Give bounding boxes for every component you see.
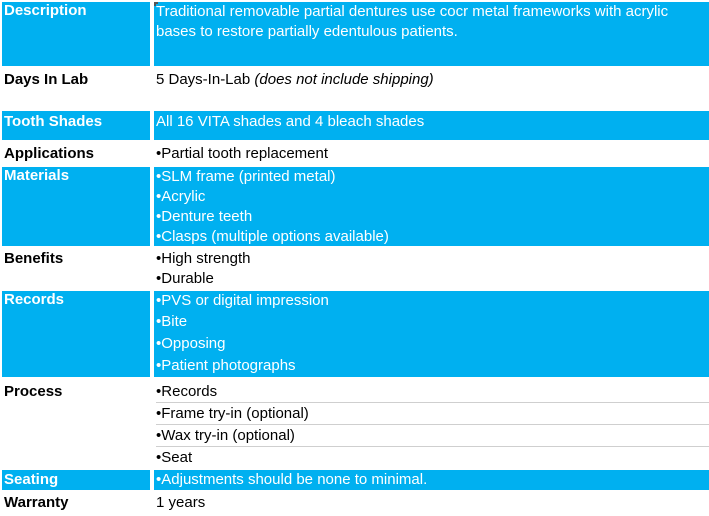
days-in-lab-note: (does not include shipping): [254, 71, 434, 88]
row-process: [0, 381, 709, 469]
row-description: [0, 2, 709, 66]
records-item: • Opposing: [156, 333, 709, 355]
row-days-in-lab: [0, 70, 709, 92]
description-line-2: bases to restore partially edentulous patients.: [156, 23, 458, 40]
records-value: [154, 291, 709, 377]
records-item: • PVS or digital impression: [156, 291, 709, 311]
warranty-label: Warranty: [4, 494, 69, 511]
benefits-item: • Durable: [156, 269, 709, 289]
materials-label: Materials: [2, 167, 150, 246]
seating-label: Seating: [2, 470, 150, 490]
process-label: Process: [4, 383, 63, 400]
materials-item: • Denture teeth: [156, 207, 709, 227]
process-item: • Frame try-in (optional): [156, 403, 709, 425]
row-applications: [0, 143, 709, 165]
materials-item: • Acrylic: [156, 187, 709, 207]
seating-value: [154, 470, 709, 490]
process-item: • Records: [156, 381, 709, 403]
row-benefits: [0, 249, 709, 289]
process-item: • Wax try-in (optional): [156, 425, 709, 447]
description-line-1: Traditional removable partial dentures use cocr metal frameworks with acrylic: [156, 3, 669, 20]
records-label: Records: [2, 291, 150, 377]
description-label: Description: [2, 2, 150, 66]
row-materials: [0, 167, 709, 246]
row-tooth-shades: [0, 111, 709, 140]
tooth-shades-label: Tooth Shades: [2, 111, 150, 140]
days-in-lab-label: Days In Lab: [4, 71, 89, 88]
applications-value: [154, 143, 709, 165]
records-item: • Bite: [156, 311, 709, 333]
tooth-shades-value: All 16 VITA shades and 4 bleach shades: [154, 111, 709, 140]
benefits-label: Benefits: [4, 250, 64, 267]
row-records: [0, 291, 709, 377]
applications-label: Applications: [4, 145, 95, 162]
days-in-lab-text: 5 Days-In-Lab: [156, 71, 251, 88]
cell-selection-corner: [154, 2, 158, 6]
row-warranty: [0, 492, 709, 514]
description-value: [154, 2, 709, 66]
benefits-value: [154, 249, 709, 289]
row-seating: [0, 470, 709, 490]
materials-value: [154, 167, 709, 246]
process-item: • Seat: [156, 447, 709, 468]
records-item: • Patient photographs: [156, 355, 709, 377]
process-value: [154, 381, 709, 469]
materials-item: • SLM frame (printed metal): [156, 167, 709, 187]
applications-item: • Partial tooth replacement: [156, 143, 709, 164]
benefits-item: • High strength: [156, 249, 709, 269]
materials-item: • Clasps (multiple options available): [156, 227, 709, 247]
seating-item: • Adjustments should be none to minimal.: [156, 470, 709, 490]
warranty-value: 1 years: [156, 494, 206, 511]
days-in-lab-value: [154, 70, 709, 92]
